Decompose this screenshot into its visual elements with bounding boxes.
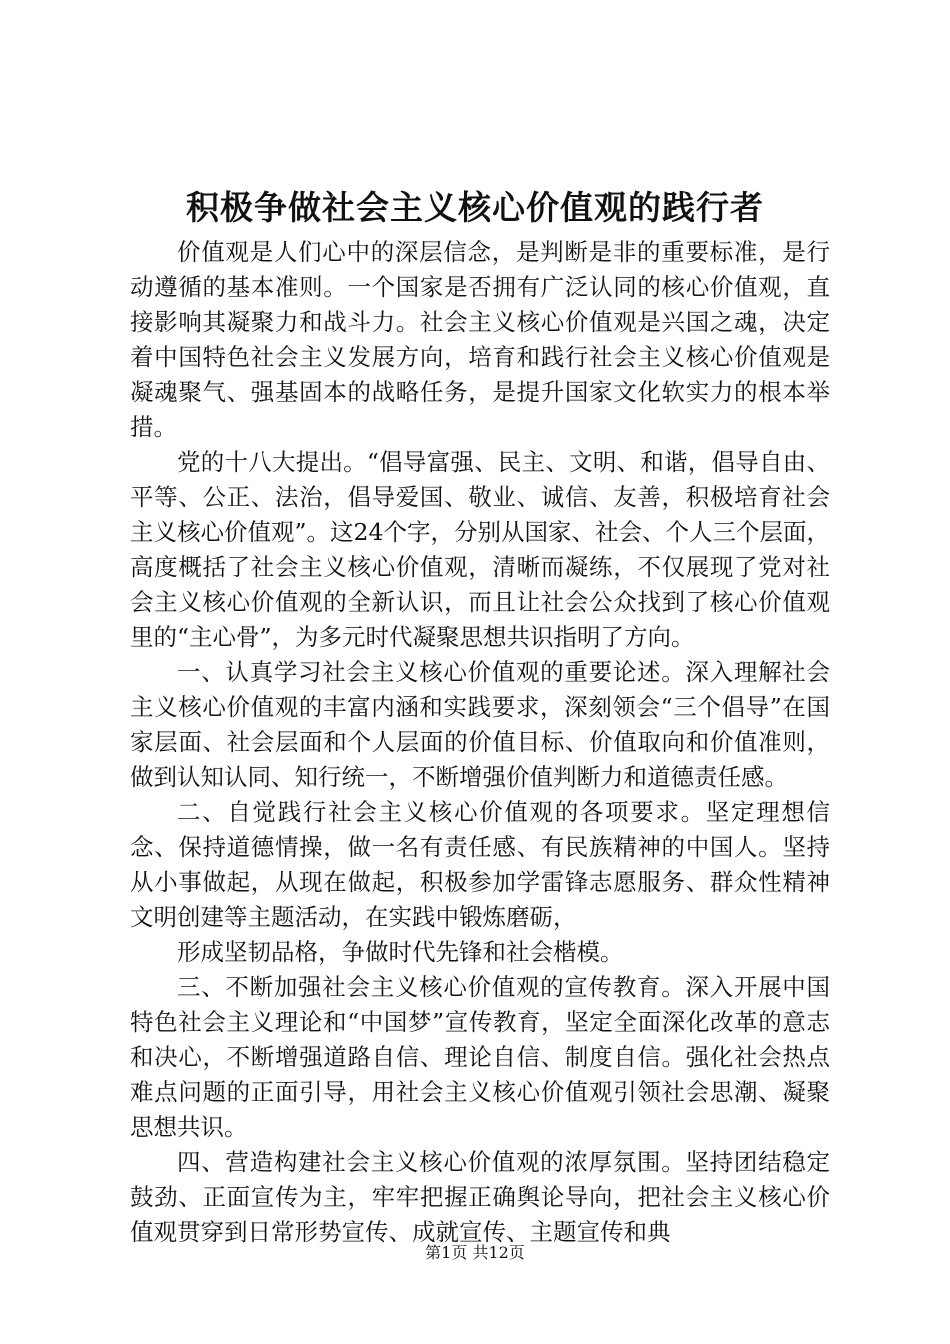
document-title: 积极争做社会主义核心价值观的践行者 [186, 188, 764, 227]
paragraph-eighteenth-congress: 党的十八大提出。“倡导富强、民主、文明、和谐，倡导自由、平等、公正、法治，倡导爱国、敬业、诚信、友善，积极培育社会主义核心价值观”。这24个字，分别从国家、社会、个人三个层面，高度概括了社会主义核心价值观，清晰而凝练，不仅展现了党对社会主义核心价值观的全新认识，而且让社会公众找到了核心价值观里的“主心骨”，为多元时代凝聚思想共识指明了方向。 [130, 448, 830, 651]
document-body [130, 235, 830, 1250]
paragraph-point-four: 四、营造构建社会主义核心价值观的浓厚氛围。坚持团结稳定鼓劲、正面宣传为主，牢牢把握正确舆论导向，把社会主义核心价值观贯穿到日常形势宣传、成就宣传、主题宣传和典 [130, 1148, 830, 1246]
paragraph-intro: 价值观是人们心中的深层信念，是判断是非的重要标准，是行动遵循的基本准则。一个国家是否拥有广泛认同的核心价值观，直接影响其凝聚力和战斗力。社会主义核心价值观是兴国之魂，决定着中国特色社会主义发展方向，培育和践行社会主义核心价值观是凝魂聚气、强基固本的战略任务，是提升国家文化软实力的根本举措。 [130, 238, 830, 441]
paragraph-point-three: 三、不断加强社会主义核心价值观的宣传教育。深入开展中国特色社会主义理论和“中国梦”宣传教育，坚定全面深化改革的意志和决心，不断增强道路自信、理论自信、制度自信。强化社会热点难点问题的正面引导，用社会主义核心价值观引领社会思潮、凝聚思想共识。 [130, 973, 830, 1141]
paragraph-point-two-continued: 形成坚韧品格，争做时代先锋和社会楷模。 [177, 938, 624, 966]
paragraph-point-two: 二、自觉践行社会主义核心价值观的各项要求。坚定理想信念、保持道德情操，做一名有责任感、有民族精神的中国人。坚持从小事做起，从现在做起，积极参加学雷锋志愿服务、群众性精神文明创建等主题活动，在实践中锻炼磨砺， [130, 798, 830, 931]
page-number-footer: 第1页 共12页 [425, 1243, 525, 1262]
paragraph-point-one: 一、认真学习社会主义核心价值观的重要论述。深入理解社会主义核心价值观的丰富内涵和实践要求，深刻领会“三个倡导”在国家层面、社会层面和个人层面的价值目标、价值取向和价值准则，做到认知认同、知行统一，不断增强价值判断力和道德责任感。 [130, 658, 830, 791]
